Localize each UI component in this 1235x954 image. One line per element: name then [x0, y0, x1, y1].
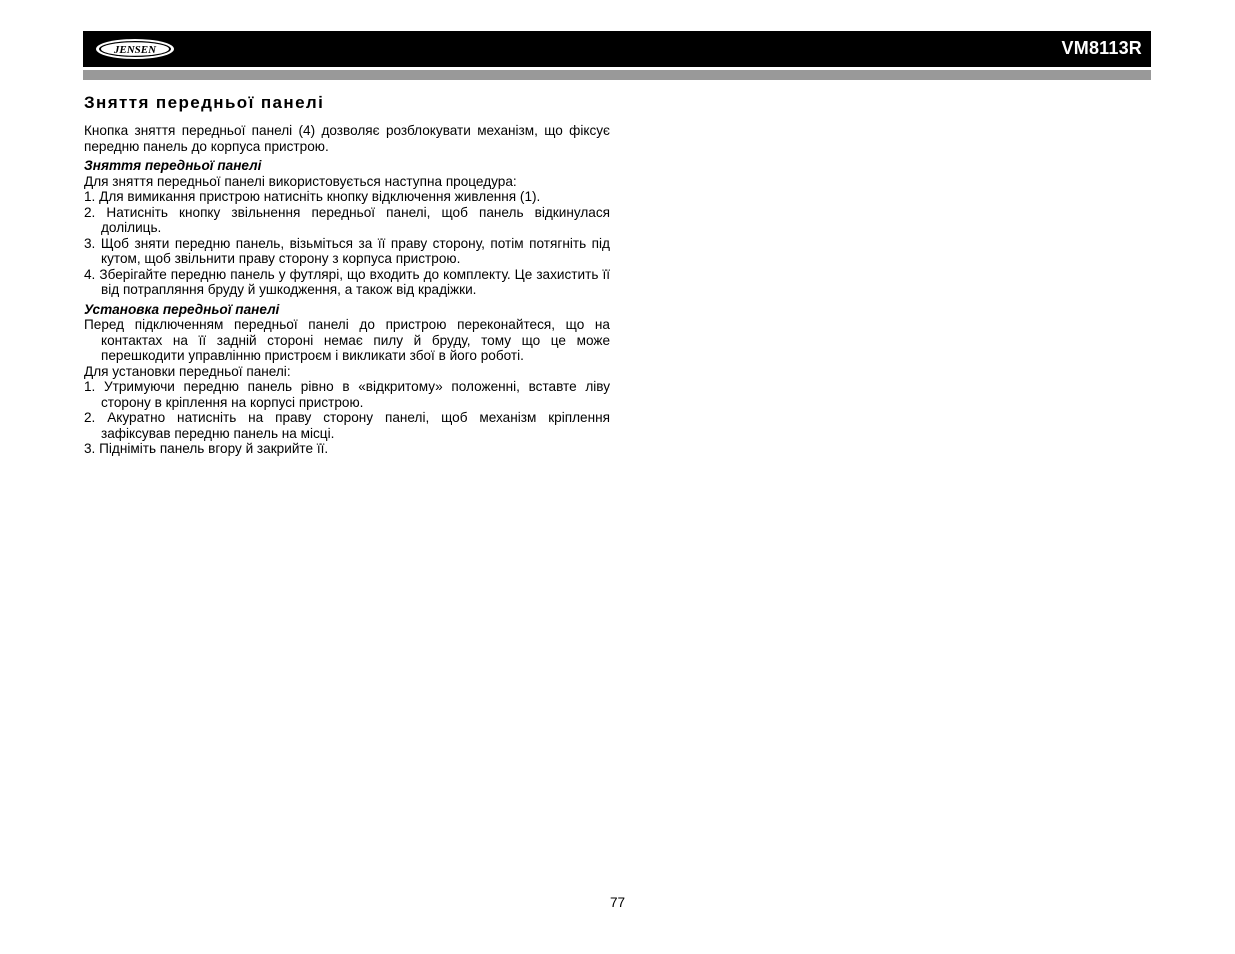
- install-step: 3. Підніміть панель вгору й закрийте її.: [84, 441, 329, 456]
- model-number: VM8113R: [1061, 38, 1142, 58]
- section-title: Зняття передньої панелі: [84, 93, 325, 112]
- install-step: 2. Акуратно натисніть на праву сторону панелі, щоб механізм кріплення зафіксував передню панель на місці.: [84, 410, 610, 441]
- header-divider: [83, 70, 1151, 80]
- removal-steps: [84, 189, 610, 298]
- svg-text:JENSEN: JENSEN: [113, 44, 157, 56]
- install-heading: Установка передньої панелі: [84, 301, 280, 317]
- removal-step: 2. Натисніть кнопку звільнення передньої панелі, щоб панель відкинулася долілиць.: [84, 204, 610, 235]
- removal-step: 1. Для вимикання пристрою натисніть кнопку відключення живлення (1).: [84, 189, 541, 204]
- install-step: 1. Утримуючи передню панель рівно в «відкритому» положенні, вставте ліву сторону в кріплення на корпусі пристрою.: [84, 379, 610, 410]
- page-number: 77: [609, 895, 626, 910]
- install-lead: Для установки передньої панелі:: [84, 363, 291, 379]
- intro-paragraph: Кнопка зняття передньої панелі (4) дозволяє розблокувати механізм, що фіксує передню панель до корпуса пристрою.: [84, 123, 610, 154]
- install-steps: [84, 379, 610, 457]
- main-content: [84, 93, 610, 457]
- install-warning: Перед підключенням передньої панелі до пристрою переконайтеся, що на контактах на її задній стороні немає пилу й бруду, тому що це може перешкодити управлінню пристроєм і викликати збої в його роботі.: [84, 317, 610, 363]
- header-bar: [83, 31, 1151, 67]
- removal-step: 4. Зберігайте передню панель у футлярі, що входить до комплекту. Це захистить її від потрапляння бруду й ушкодження, а також від крадіжки.: [84, 266, 610, 297]
- removal-heading: Зняття передньої панелі: [84, 158, 262, 173]
- jensen-logo: [95, 38, 175, 60]
- removal-step: 3. Щоб зняти передню панель, візьміться за її праву сторону, потім потягніть під кутом, щоб звільнити праву сторону з корпуса пристрою.: [84, 235, 610, 266]
- removal-lead: Для зняття передньої панелі використовується наступна процедура:: [84, 173, 517, 189]
